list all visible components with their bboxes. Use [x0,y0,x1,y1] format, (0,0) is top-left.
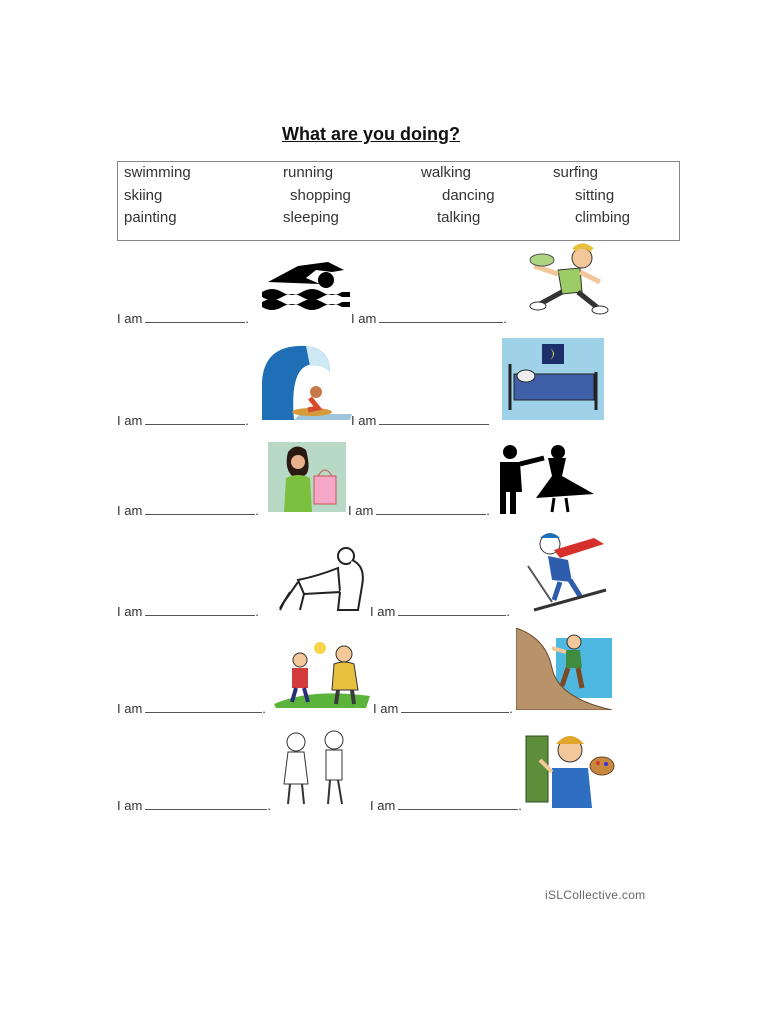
sentence-line: I am . [117,413,249,428]
word-bank [117,161,680,241]
word-bank-item: walking [421,164,472,181]
sentence-line: I am [351,412,489,428]
word-bank-item: skiing [124,187,163,204]
word-bank-item: running [283,164,334,181]
word-bank-item: painting [124,209,177,226]
runner-icon [518,242,610,320]
word-bank-item: shopping [290,187,351,204]
word-bank-item: climbing [575,209,631,226]
sentence-line: I am . [370,604,510,619]
sitting-icon [278,546,368,612]
skiing-icon [524,530,612,612]
swimmer-icon [258,252,354,310]
sentence-line: I am . [373,701,513,716]
word-bank-item: surfing [553,164,599,181]
sentence-line: I am . [117,798,271,813]
dancing-icon [496,444,596,514]
sentence-line: I am . [370,798,522,813]
word-bank-item: swimming [124,164,191,181]
word-bank-item: dancing [442,187,495,204]
sentence-line: I am . [117,604,259,619]
painting-icon [522,730,616,810]
surfer-icon [260,342,352,422]
sentence-line: I am . [117,311,249,326]
shopping-icon [268,442,346,512]
sentence-line: I am . [117,701,266,716]
word-bank-item: sitting [575,187,615,204]
word-bank-item: talking [437,209,481,226]
sentence-line: I am . [348,503,490,518]
sentence-line: I am . [351,311,507,326]
sentence-line: I am . [117,503,259,518]
worksheet-title: What are you doing? [282,124,460,144]
walking-icon [276,728,356,808]
sleeping-icon [502,338,604,420]
climbing-icon [516,628,612,710]
talking-icon [270,638,374,708]
footer-watermark: iSLCollective.com [545,888,646,902]
word-bank-item: sleeping [283,209,339,226]
